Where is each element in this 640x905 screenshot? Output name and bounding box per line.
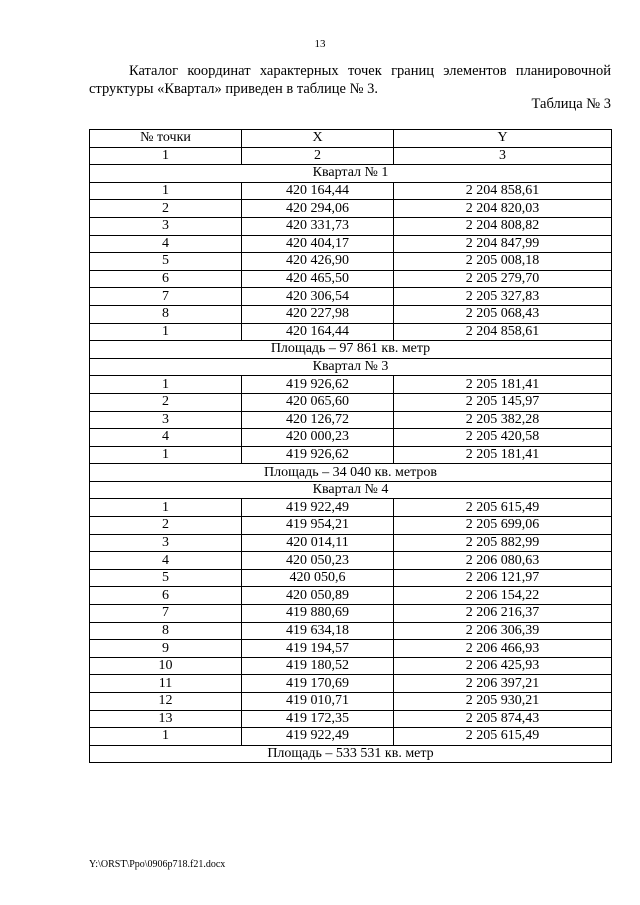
header-y: Y bbox=[394, 130, 612, 148]
y-coordinate-cell: 2 206 080,63 bbox=[394, 552, 612, 570]
table-row bbox=[90, 182, 612, 200]
coordinates-table bbox=[89, 129, 612, 763]
y-coordinate-cell: 2 205 699,06 bbox=[394, 517, 612, 535]
point-number-cell: 3 bbox=[90, 534, 242, 552]
table-row bbox=[90, 411, 612, 429]
y-coordinate-cell: 2 205 882,99 bbox=[394, 534, 612, 552]
x-coordinate-cell: 419 010,71 bbox=[242, 693, 394, 711]
x-coordinate-cell: 420 014,11 bbox=[242, 534, 394, 552]
y-coordinate-cell: 2 205 420,58 bbox=[394, 429, 612, 447]
table-row bbox=[90, 446, 612, 464]
x-coordinate-cell: 419 634,18 bbox=[242, 622, 394, 640]
table-row bbox=[90, 569, 612, 587]
point-number-cell: 4 bbox=[90, 552, 242, 570]
y-coordinate-cell: 2 205 008,18 bbox=[394, 253, 612, 271]
y-coordinate-cell: 2 205 382,28 bbox=[394, 411, 612, 429]
table-body bbox=[90, 147, 612, 763]
header-point-number: № точки bbox=[90, 130, 242, 148]
point-number-cell: 1 bbox=[90, 728, 242, 746]
x-coordinate-cell: 420 065,60 bbox=[242, 393, 394, 411]
table-row bbox=[90, 675, 612, 693]
table-row bbox=[90, 235, 612, 253]
table-row bbox=[90, 552, 612, 570]
section-title-row bbox=[90, 165, 612, 183]
table-row bbox=[90, 429, 612, 447]
table-row bbox=[90, 640, 612, 658]
section-area: Площадь – 34 040 кв. метров bbox=[90, 464, 612, 482]
table-row bbox=[90, 376, 612, 394]
x-coordinate-cell: 419 926,62 bbox=[242, 446, 394, 464]
table-row bbox=[90, 323, 612, 341]
point-number-cell: 7 bbox=[90, 288, 242, 306]
table-row bbox=[90, 534, 612, 552]
x-coordinate-cell: 420 000,23 bbox=[242, 429, 394, 447]
point-number-cell: 7 bbox=[90, 605, 242, 623]
intro-text: Каталог координат характерных точек границ элементов планировочной структуры «Квартал» приведен в таблице № 3. bbox=[89, 63, 611, 97]
x-coordinate-cell: 420 050,89 bbox=[242, 587, 394, 605]
x-coordinate-cell: 420 050,23 bbox=[242, 552, 394, 570]
point-number-cell: 5 bbox=[90, 253, 242, 271]
point-number-cell: 5 bbox=[90, 569, 242, 587]
y-coordinate-cell: 2 204 858,61 bbox=[394, 323, 612, 341]
point-number-cell: 12 bbox=[90, 693, 242, 711]
y-coordinate-cell: 2 206 154,22 bbox=[394, 587, 612, 605]
point-number-cell: 4 bbox=[90, 235, 242, 253]
x-coordinate-cell: 420 126,72 bbox=[242, 411, 394, 429]
y-coordinate-cell: 2 205 615,49 bbox=[394, 728, 612, 746]
point-number-cell: 1 bbox=[90, 376, 242, 394]
x-coordinate-cell: 419 954,21 bbox=[242, 517, 394, 535]
x-coordinate-cell: 419 926,62 bbox=[242, 376, 394, 394]
table-row bbox=[90, 622, 612, 640]
point-number-cell: 2 bbox=[90, 517, 242, 535]
x-coordinate-cell: 420 294,06 bbox=[242, 200, 394, 218]
y-coordinate-cell: 2 204 808,82 bbox=[394, 217, 612, 235]
table-row bbox=[90, 217, 612, 235]
point-number-cell: 1 bbox=[90, 323, 242, 341]
column-index-cell: 3 bbox=[394, 147, 612, 165]
y-coordinate-cell: 2 205 327,83 bbox=[394, 288, 612, 306]
y-coordinate-cell: 2 206 397,21 bbox=[394, 675, 612, 693]
table-row bbox=[90, 517, 612, 535]
table-caption: Таблица № 3 bbox=[531, 96, 611, 112]
x-coordinate-cell: 419 922,49 bbox=[242, 728, 394, 746]
section-area-row bbox=[90, 745, 612, 763]
point-number-cell: 3 bbox=[90, 217, 242, 235]
y-coordinate-cell: 2 205 874,43 bbox=[394, 710, 612, 728]
y-coordinate-cell: 2 206 425,93 bbox=[394, 657, 612, 675]
section-area-row bbox=[90, 464, 612, 482]
y-coordinate-cell: 2 206 216,37 bbox=[394, 605, 612, 623]
point-number-cell: 6 bbox=[90, 270, 242, 288]
table-row bbox=[90, 305, 612, 323]
point-number-cell: 2 bbox=[90, 393, 242, 411]
y-coordinate-cell: 2 205 615,49 bbox=[394, 499, 612, 517]
table-row bbox=[90, 393, 612, 411]
table-row bbox=[90, 200, 612, 218]
point-number-cell: 8 bbox=[90, 622, 242, 640]
x-coordinate-cell: 420 331,73 bbox=[242, 217, 394, 235]
y-coordinate-cell: 2 204 858,61 bbox=[394, 182, 612, 200]
point-number-cell: 2 bbox=[90, 200, 242, 218]
table-row bbox=[90, 728, 612, 746]
x-coordinate-cell: 420 164,44 bbox=[242, 323, 394, 341]
x-coordinate-cell: 419 180,52 bbox=[242, 657, 394, 675]
intro-paragraph bbox=[89, 62, 611, 98]
section-area-row bbox=[90, 341, 612, 359]
point-number-cell: 11 bbox=[90, 675, 242, 693]
x-coordinate-cell: 419 880,69 bbox=[242, 605, 394, 623]
point-number-cell: 6 bbox=[90, 587, 242, 605]
point-number-cell: 1 bbox=[90, 499, 242, 517]
table-header-row bbox=[90, 130, 612, 148]
section-title: Квартал № 1 bbox=[90, 165, 612, 183]
y-coordinate-cell: 2 204 820,03 bbox=[394, 200, 612, 218]
y-coordinate-cell: 2 206 306,39 bbox=[394, 622, 612, 640]
table-row bbox=[90, 657, 612, 675]
section-area: Площадь – 97 861 кв. метр bbox=[90, 341, 612, 359]
point-number-cell: 1 bbox=[90, 182, 242, 200]
point-number-cell: 9 bbox=[90, 640, 242, 658]
point-number-cell: 8 bbox=[90, 305, 242, 323]
header-x: X bbox=[242, 130, 394, 148]
table-row bbox=[90, 605, 612, 623]
section-title: Квартал № 4 bbox=[90, 481, 612, 499]
point-number-cell: 4 bbox=[90, 429, 242, 447]
page-number: 13 bbox=[314, 38, 326, 50]
column-index-cell: 1 bbox=[90, 147, 242, 165]
x-coordinate-cell: 419 922,49 bbox=[242, 499, 394, 517]
y-coordinate-cell: 2 205 145,97 bbox=[394, 393, 612, 411]
y-coordinate-cell: 2 205 930,21 bbox=[394, 693, 612, 711]
x-coordinate-cell: 419 170,69 bbox=[242, 675, 394, 693]
point-number-cell: 3 bbox=[90, 411, 242, 429]
footer-file-path: Y:\ORST\Ppo\0906p718.f21.docx bbox=[89, 859, 226, 870]
table-row bbox=[90, 270, 612, 288]
section-title: Квартал № 3 bbox=[90, 358, 612, 376]
section-title-row bbox=[90, 481, 612, 499]
x-coordinate-cell: 420 426,90 bbox=[242, 253, 394, 271]
x-coordinate-cell: 420 465,50 bbox=[242, 270, 394, 288]
column-index-row bbox=[90, 147, 612, 165]
x-coordinate-cell: 419 194,57 bbox=[242, 640, 394, 658]
column-index-cell: 2 bbox=[242, 147, 394, 165]
section-title-row bbox=[90, 358, 612, 376]
y-coordinate-cell: 2 205 068,43 bbox=[394, 305, 612, 323]
x-coordinate-cell: 420 164,44 bbox=[242, 182, 394, 200]
y-coordinate-cell: 2 206 121,97 bbox=[394, 569, 612, 587]
y-coordinate-cell: 2 205 279,70 bbox=[394, 270, 612, 288]
table-row bbox=[90, 499, 612, 517]
section-area: Площадь – 533 531 кв. метр bbox=[90, 745, 612, 763]
y-coordinate-cell: 2 206 466,93 bbox=[394, 640, 612, 658]
table-row bbox=[90, 288, 612, 306]
x-coordinate-cell: 420 404,17 bbox=[242, 235, 394, 253]
point-number-cell: 13 bbox=[90, 710, 242, 728]
table-row bbox=[90, 253, 612, 271]
x-coordinate-cell: 420 050,6 bbox=[242, 569, 394, 587]
y-coordinate-cell: 2 204 847,99 bbox=[394, 235, 612, 253]
x-coordinate-cell: 419 172,35 bbox=[242, 710, 394, 728]
point-number-cell: 10 bbox=[90, 657, 242, 675]
y-coordinate-cell: 2 205 181,41 bbox=[394, 376, 612, 394]
y-coordinate-cell: 2 205 181,41 bbox=[394, 446, 612, 464]
x-coordinate-cell: 420 227,98 bbox=[242, 305, 394, 323]
table-row bbox=[90, 693, 612, 711]
point-number-cell: 1 bbox=[90, 446, 242, 464]
x-coordinate-cell: 420 306,54 bbox=[242, 288, 394, 306]
table-row bbox=[90, 710, 612, 728]
table-row bbox=[90, 587, 612, 605]
